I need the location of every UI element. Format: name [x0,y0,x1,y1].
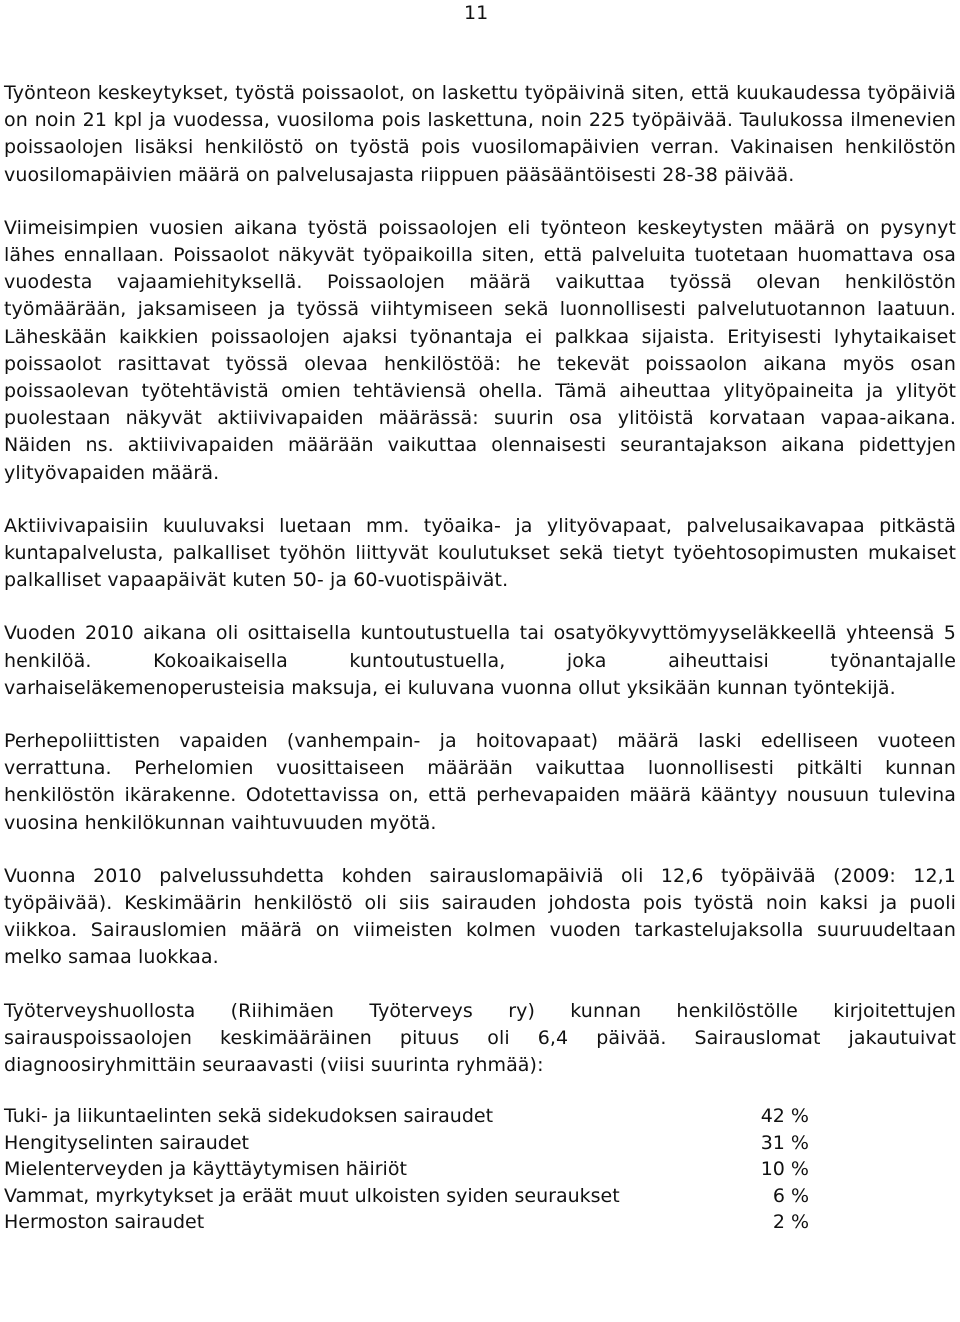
table-row [4,1183,809,1210]
table-row [4,1209,809,1236]
paragraph-rehabilitation: Vuoden 2010 aikana oli osittaisella kuntoutustuella tai osatyökyvyttömyyseläkkeellä yhteensä 5 henkilöä. Kokoaikaisella kuntoutustuella, joka aiheuttaisi työnantajalle varhaiseläkemenoperusteisia maksuja, ei kuluvana vuonna ollut yksikään kunnan työntekijä. [4,622,956,699]
document-body [4,80,956,1236]
table-row [4,1130,809,1157]
paragraph-working-days: Työnteon keskeytykset, työstä poissaolot, on laskettu työpäivinä siten, että kuukaudessa työpäiviä on noin 21 kpl ja vuodessa, vuosiloma pois laskettuna, noin 225 työpäivää. Taulukossa ilmenevien poissaolojen lisäksi henkilöstö on työstä pois vuosilomapäivien verran. Vakinaisen henkilöstön vuosilomapäivien määrä on palvelusajasta riippuen pääsääntöisesti 28-38 päivää. [4,82,956,186]
paragraph-active-leave: Aktiivivapaisiin kuuluvaksi luetaan mm. työaika- ja ylityövapaat, palvelusaikavapaa pitkästä kuntapalvelusta, palkalliset työhön liittyvät koulutukset sekä tietyt työehtosopimusten mukaiset palkalliset vapaapäivät kuten 50- ja 60-vuotispäivät. [4,514,956,592]
diagnosis-name: Vammat, myrkytykset ja eräät muut ulkoisten syiden seuraukset [4,1184,620,1207]
page-number: 11 [464,2,489,24]
diagnosis-percent: 2 % [772,1211,809,1234]
table-row [4,1103,809,1130]
paragraph-family-leave: Perhepoliittisten vapaiden (vanhempain- ja hoitovapaat) määrä laski edelliseen vuoteen verrattuna. Perhelomien vuosittaiseen määrään vaikuttaa luonnollisesti pitkälti kunnan henkilöstön ikärakenne. Odotettavissa on, että perhevapaiden määrä kääntyy nousuun tulevina vuosina henkilökunnan vaihtuvuuden myötä. [4,730,956,834]
diagnosis-percent: 42 % [760,1105,809,1128]
diagnosis-table [4,1103,809,1236]
diagnosis-name: Mielenterveyden ja käyttäytymisen häiriöt [4,1158,407,1181]
paragraph-absences: Viimeisimpien vuosien aikana työstä poissaolojen eli työnteon keskeytysten määrä on pysynyt lähes ennallaan. Poissaolot näkyvät työpaikoilla siten, että palveluita tuotetaan huomattava osa vuodesta vajaamiehityksellä. Poissaolojen määrä vaikuttaa työssä olevan henkilöstön työmäärään, jaksamiseen ja työssä viihtymiseen sekä luonnollisesti palvelutuotannon laatuun. Läheskään kaikkien poissaolojen ajaksi työnantaja ei palkkaa sijaista. Erityisesti lyhytaikaiset poissaolot rasittavat työssä olevaa henkilöstöä: he tekevät poissaolon aikana myös osan poissaolevan työtehtävistä omien tehtäviensä ohella. Tämä aiheuttaa ylityöpaineita ja ylityöt puolestaan näkyvät aktiivivapaiden määrässä: suurin osa ylitöistä korvataan vapaa-aikana. Näiden ns. aktiivivapaiden määrään vaikuttaa olennaisesti seurantajakson aikana pidettyjen ylityövapaiden määrä. [4,216,956,484]
diagnosis-percent: 10 % [760,1158,809,1181]
diagnosis-name: Hengityselinten sairaudet [4,1131,249,1154]
diagnosis-name: Tuki- ja liikuntaelinten sekä sidekudoksen sairaudet [4,1105,494,1128]
table-row [4,1156,809,1183]
diagnosis-percent: 6 % [772,1184,809,1207]
diagnosis-percent: 31 % [760,1131,809,1154]
diagnosis-name: Hermoston sairaudet [4,1211,205,1234]
paragraph-diagnosis-intro: Työterveyshuollosta (Riihimäen Työterveys ry) kunnan henkilöstölle kirjoitettujen sairauspoissaolojen keskimääräinen pituus oli 6,4 päivää. Sairauslomat jakautuivat diagnoosiryhmittäin seuraavasti (viisi suurinta ryhmää): [4,999,956,1077]
paragraph-sick-leave: Vuonna 2010 palvelussuhdetta kohden sairauslomapäiviä oli 12,6 työpäivää (2009: 12,1 työpäivää). Keskimäärin henkilöstö oli siis sairauden johdosta pois työstä noin kaksi ja puoli viikkoa. Sairauslomien määrä on viimeisten kolmen vuoden tarkastelujaksolla suuruudeltaan melko samaa luokkaa. [4,864,956,969]
